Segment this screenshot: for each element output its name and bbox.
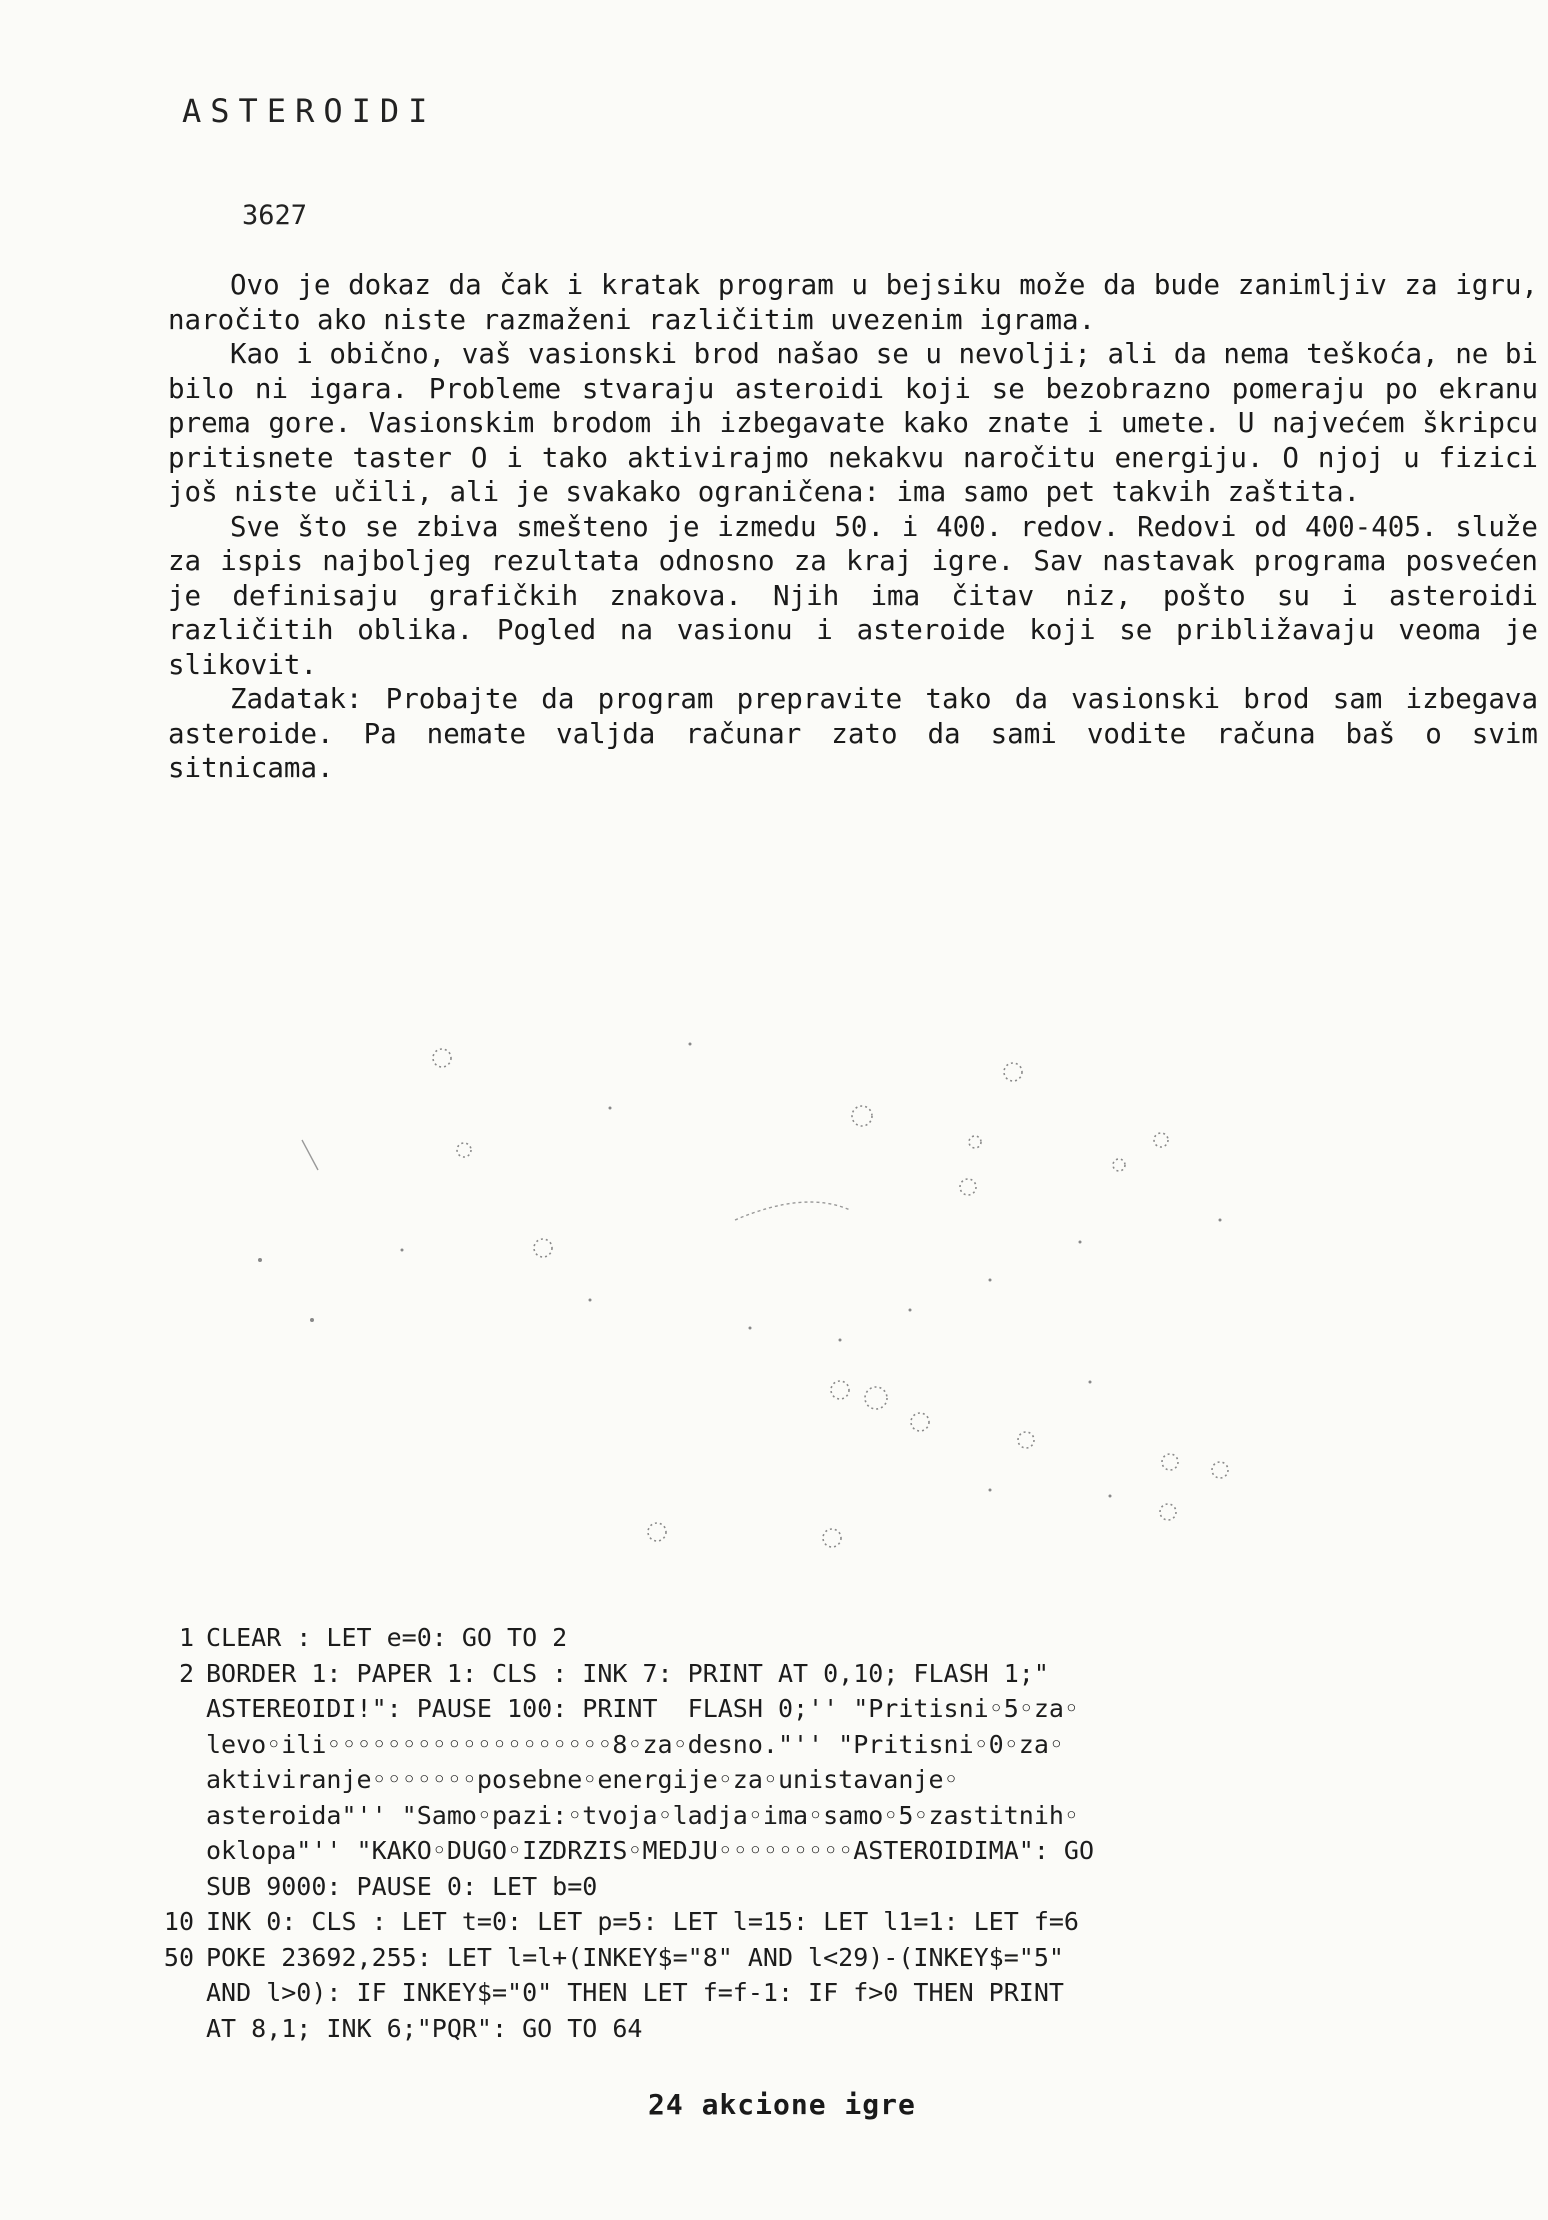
line-code-continuation: oklopa"'' "KAKO◦DUGO◦IZDRZIS◦MEDJU◦◦◦◦◦◦◦◦◦ASTEROIDIMA": GO — [206, 1836, 1095, 1865]
line-number: 1 — [178, 1623, 194, 1652]
star-dot — [1109, 1495, 1112, 1498]
asteroid-shape — [1018, 1432, 1034, 1448]
game-screenshot-illustration — [250, 1010, 1280, 1570]
starship-arc — [735, 1202, 850, 1220]
paragraph-structure: Sve što se zbiva smešteno je izmedu 50. i 400. redov. Redovi od 400-405. služe za ispis najboljeg rezultata odnosno za kraj igre. Sav nastavak programa posvećen je definisaju grafičkih znakova. Njih ima čitav niz, pošto su i asteroidi različitih oblika. Pogled na vasionu i asteroide koji se približavaju veoma je slikovit. — [168, 510, 1538, 681]
program-listing — [146, 1620, 1446, 2046]
line-code-continuation: AND l>0): IF INKEY$="0" THEN LET f=f-1: IF f>0 THEN PRINT — [206, 1978, 1064, 2007]
listing-line — [146, 1656, 1446, 1692]
star-dot — [1079, 1241, 1082, 1244]
star-dot — [310, 1318, 314, 1322]
asteroid-shape — [648, 1523, 666, 1541]
listing-line — [146, 1940, 1446, 1976]
asteroid-shape — [960, 1179, 976, 1195]
line-number: 2 — [178, 1658, 194, 1688]
asteroid-shape — [831, 1381, 849, 1399]
asteroid-shape — [911, 1413, 929, 1431]
star-dot — [1089, 1381, 1092, 1384]
star-dot — [1219, 1219, 1222, 1222]
asteroid-shape — [1113, 1159, 1125, 1171]
paragraph-gameplay: Kao i obično, vaš vasionski brod našao se u nevolji; ali da nema teškoća, ne bi bilo ni igara. Probleme stvaraju asteroidi koji se bezobrazno pomeraju po ekranu prema gore. Vasionskim brodom ih izbegavate kako znate i umete. U najvećem škripcu pritisnete taster O i tako aktivirajmo nekakvu naročitu energiju. O njoj u fizici još niste učili, ali je svakako ograničena: ima samo pet takvih zaštita. — [168, 338, 1538, 508]
asteroid-shape — [1162, 1454, 1178, 1470]
asteroid-shape — [433, 1049, 451, 1067]
line-code-continuation: levo◦ili◦◦◦◦◦◦◦◦◦◦◦◦◦◦◦◦◦◦◦8◦za◦desno."'' "Pritisni◦0◦za◦ — [206, 1729, 1064, 1759]
asteroid-shape — [534, 1239, 552, 1257]
line-number: 50 — [163, 1942, 194, 1972]
star-dot — [589, 1299, 592, 1302]
article-title: ASTEROIDI — [182, 92, 437, 130]
line-code: POKE 23692,255: LET l=l+(INKEY$="8" AND l<29)-(INKEY$="5" — [206, 1942, 1064, 1972]
listing-line — [146, 1904, 1446, 1940]
asteroid-shape — [865, 1387, 887, 1409]
asteroid-shape — [1160, 1504, 1176, 1520]
asteroid-shape — [852, 1106, 872, 1126]
star-dot — [609, 1107, 612, 1110]
line-code-continuation: SUB 9000: PAUSE 0: LET b=0 — [206, 1871, 598, 1901]
line-code-continuation: asteroida"'' "Samo◦pazi:◦tvoja◦ladja◦ima◦samo◦5◦zastitnih◦ — [206, 1800, 1079, 1830]
star-dot — [258, 1258, 262, 1262]
page-footer: 24 akcione igre — [648, 2088, 916, 2121]
asteroid-shape — [1004, 1063, 1022, 1081]
line-code-continuation: ASTEREOIDI!": PAUSE 100: PRINT FLASH 0;'' "Pritisni◦5◦za◦ — [206, 1694, 1079, 1723]
asteroid-shape — [823, 1529, 841, 1547]
star-dot — [839, 1339, 842, 1342]
paragraph-task: Zadatak: Probajte da program prepravite tako da vasionski brod sam izbegava asteroide. Pa nemate valjda računar zato da sami vodite računa baš o svim sitnicama. — [168, 683, 1538, 784]
star-dot — [689, 1043, 692, 1046]
article-body — [168, 268, 1538, 786]
paragraph-intro: Ovo je dokaz da čak i kratak program u bejsiku može da bude zanimljiv za igru, naročito ako niste razmaženi različitim uvezenim igrama. — [168, 269, 1538, 336]
asteroid-shape — [457, 1143, 471, 1157]
article-number: 3627 — [242, 200, 308, 231]
line-number: 10 — [163, 1907, 194, 1936]
line-code: BORDER 1: PAPER 1: CLS : INK 7: PRINT AT 0,10; FLASH 1;" — [206, 1658, 1049, 1688]
line-code: INK 0: CLS : LET t=0: LET p=5: LET l=15: LET l1=1: LET f=6 — [206, 1907, 1079, 1936]
star-streak — [302, 1140, 318, 1170]
star-dot — [401, 1249, 404, 1252]
star-dot — [989, 1279, 992, 1282]
asteroid-shape — [1212, 1462, 1228, 1478]
star-dot — [749, 1327, 752, 1330]
listing-line — [146, 1620, 1446, 1656]
star-dot — [989, 1489, 992, 1492]
star-dot — [909, 1309, 912, 1312]
line-code-continuation: aktiviranje◦◦◦◦◦◦◦posebne◦energije◦za◦unistavanje◦ — [206, 1765, 959, 1794]
asteroid-shape — [1154, 1133, 1168, 1147]
line-code: CLEAR : LET e=0: GO TO 2 — [206, 1623, 568, 1652]
asteroid-shape — [969, 1136, 981, 1148]
line-code-continuation: AT 8,1; INK 6;"PQR": GO TO 64 — [206, 2013, 643, 2043]
